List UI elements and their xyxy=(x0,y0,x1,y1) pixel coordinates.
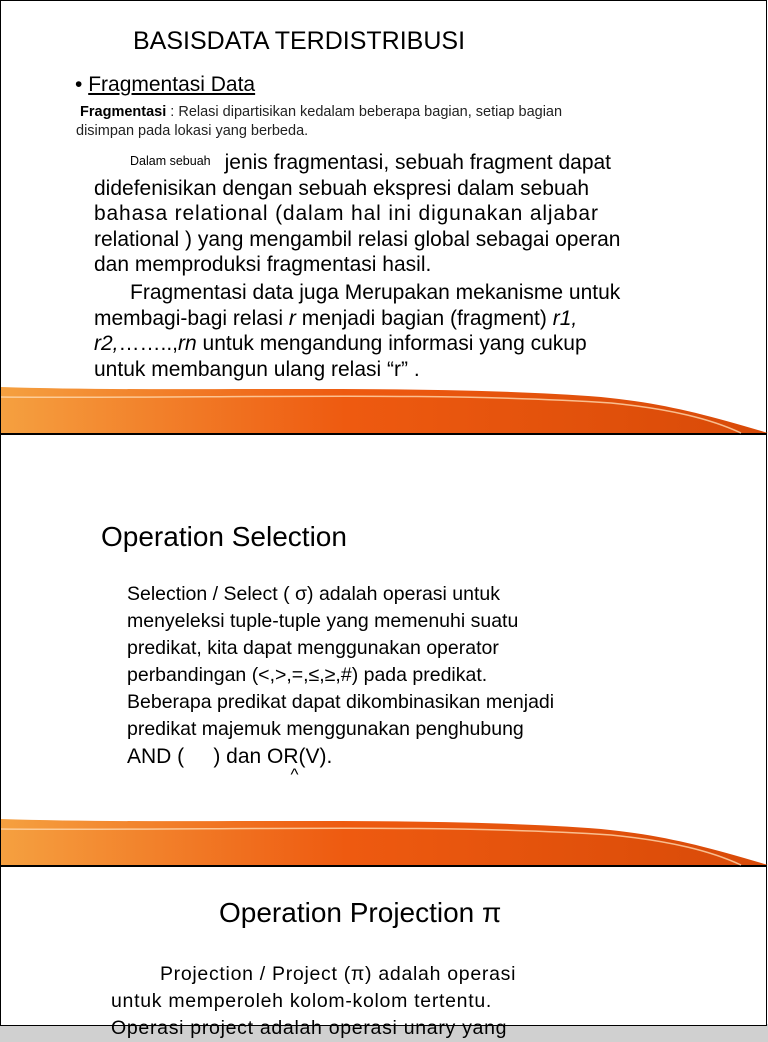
small-text: Dalam sebuah xyxy=(130,154,211,168)
paragraph-1 xyxy=(94,149,621,278)
slide-operation-selection xyxy=(0,434,767,866)
p2-line-2b: menjadi bagian (fragment) xyxy=(295,306,553,330)
body-line: Selection / Select ( σ) adalah operasi untuk xyxy=(127,583,500,605)
p2-line-1: Fragmentasi data juga Merupakan mekanisme untuk xyxy=(130,281,621,304)
body-last-b: (V). xyxy=(298,745,333,768)
p2-line-4: untuk membangun ulang relasi “r” . xyxy=(94,357,420,381)
bullet-text: Fragmentasi Data xyxy=(88,73,256,96)
and-caret-symbol: ^ xyxy=(290,765,299,784)
body-last-a: AND ( ) dan OR xyxy=(127,745,299,768)
body-line: perbandingan (<,>,=,≤,≥,#) pada predikat. xyxy=(127,664,488,686)
p1-line-4: relational ) yang mengambil relasi global sebagai operan xyxy=(94,227,621,251)
slide-title: BASISDATA TERDISTRIBUSI xyxy=(133,27,466,55)
p1-line-2: didefenisikan dengan sebuah ekspresi dalam sebuah xyxy=(94,176,590,200)
body-line: predikat, kita dapat menggunakan operator xyxy=(127,637,499,659)
body-line: Operasi project adalah operasi unary yang xyxy=(111,1017,508,1039)
body-line: untuk memperoleh kolom-kolom tertentu. xyxy=(111,990,493,1012)
p2-var-r: r xyxy=(288,306,296,330)
p2-var-r1: r1, xyxy=(552,306,578,330)
paragraph-2 xyxy=(94,280,620,382)
p1-line-3: bahasa relational (dalam hal ini digunakan aljabar xyxy=(94,202,599,225)
p2-var-r2: r2, xyxy=(94,332,119,355)
orange-swoosh-decoration xyxy=(1,805,768,865)
definition xyxy=(76,103,562,141)
slide-title: Operation Projection π xyxy=(219,897,502,928)
p2-line-3b: untuk mengandung informasi yang cukup xyxy=(196,332,587,355)
bullet-mark: • xyxy=(75,73,83,96)
definition-term: Fragmentasi xyxy=(80,104,167,120)
p1-line-5: dan memproduksi fragmentasi hasil. xyxy=(94,253,432,276)
p2-dots: …….., xyxy=(118,332,179,355)
p1-line-1: jenis fragmentasi, sebuah fragment dapat xyxy=(224,151,612,174)
body-line: Beberapa predikat dapat dikombinasikan menjadi xyxy=(127,691,555,713)
slide-operation-projection xyxy=(0,866,767,1039)
orange-swoosh-decoration xyxy=(1,373,768,433)
body-line: menyeleksi tuple-tuple yang memenuhi suatu xyxy=(127,610,519,632)
projection-body xyxy=(111,961,516,1042)
p2-var-rn: rn xyxy=(178,332,197,355)
body-line: predikat majemuk menggunakan penghubung xyxy=(127,718,524,740)
definition-text-2: disimpan pada lokasi yang berbeda. xyxy=(76,123,309,139)
body-line: Projection / Project (π) adalah operasi xyxy=(111,963,517,985)
selection-body xyxy=(127,581,555,784)
bullet-heading xyxy=(75,73,255,97)
p2-line-2a: membagi-bagi relasi xyxy=(94,306,289,330)
slide-fragmentasi xyxy=(0,0,767,434)
definition-text-1: : Relasi dipartisikan kedalam beberapa bagian, setiap bagian xyxy=(166,104,563,120)
slide-title: Operation Selection xyxy=(101,521,347,552)
